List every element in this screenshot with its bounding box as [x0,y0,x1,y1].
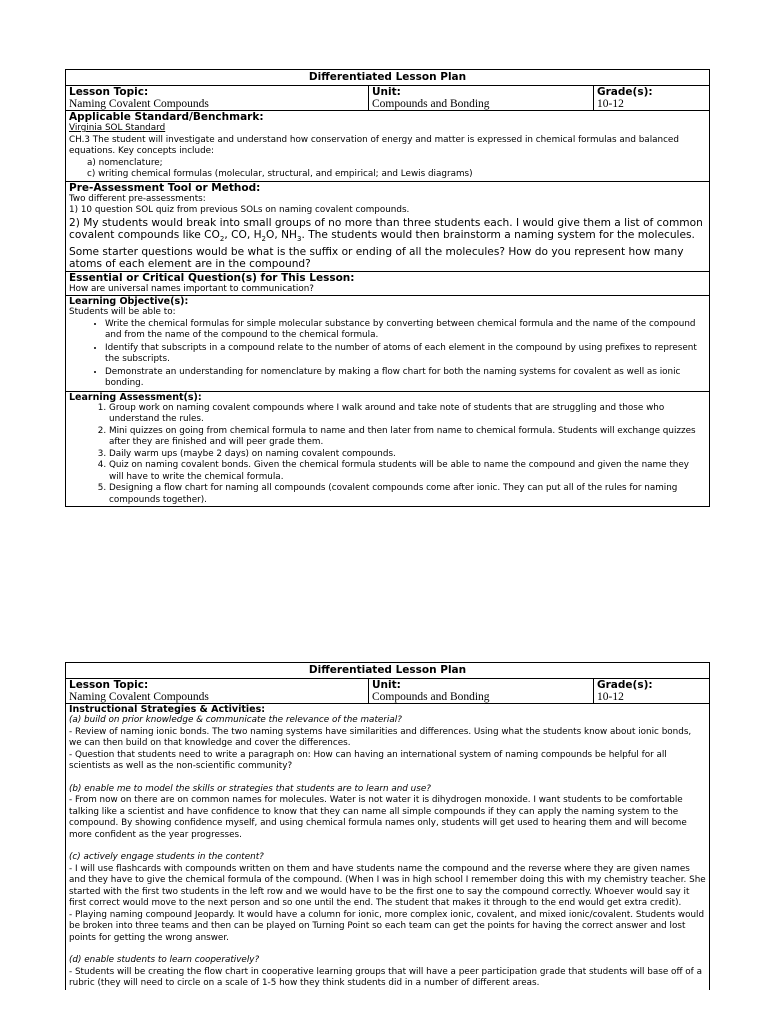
question-b-line-1: - From now on there are on common names for molecules. Water is not water it is dihydrogen monoxide. I want students to be comfortable talking like a scientist and have confidence to know that they can name all simple compounds if they can apply the naming system to the compound. By showing confidence myself, and using chemical formula names only, students will get used to hearing them and will become more confident as the year progresses. [69,795,687,840]
standard-link[interactable]: Virginia SOL Standard [69,123,166,133]
unit-label: Unit: [372,679,401,691]
question-a-line-1: - Review of naming ionic bonds. The two naming systems have similarities and differences. Using what the students know about ionic bonds, we can then build on that knowledge and cover the differences. [69,726,692,748]
standard-text: CH.3 The student will investigate and understand how conservation of energy and matter is expressed in chemical formulas and balanced equations. Key concepts include: [69,134,679,156]
grade-label: Grade(s): [597,86,653,98]
question-c-line-1: - I will use flashcards with compounds written on them and have students name the compound and the reverse where they are given names and they have to give the chemical formula of the compound. (When I was in high school I remember doing this with my chemistry teacher. She started with the first two students in the left row and we would have to be the first one to say the compound correctly. Whoever would say it first correct would move to the next person and so one until the end. The student that makes it through to the end would get extra credit). [69,863,706,908]
assessment-section [66,391,710,507]
grade-value: 10-12 [597,691,624,703]
question-c: (c) actively engage students in the content? [69,852,264,862]
topic-label: Lesson Topic: [69,86,149,98]
grade-value: 10-12 [597,98,624,110]
essential-question-label: Essential or Critical Question(s) for This Lesson: [69,271,355,284]
list-item: 5. Designing a flow chart for naming all compounds (covalent compounds come after ionic. They can put all of the rules for naming compounds together). [109,483,706,506]
lesson-plan-table [65,69,710,507]
unit-value: Compounds and Bonding [372,98,490,110]
list-item: 2. Mini quizzes on going from chemical formula to name and then later from name to chemical formula. Students will exchange quizzes after they are finished and will peer grade them. [109,426,706,449]
list-item: 1. Group work on naming covalent compounds where I walk around and take note of students that are struggling and those who understand the rules. [109,403,706,426]
objectives-label: Learning Objective(s): [69,296,189,308]
list-item: • Demonstrate an understanding for nomenclature by making a flow chart for both the naming systems for covalent as well as ionic bonding. [105,367,706,390]
essential-question-section [66,271,710,296]
pre-assessment-section [66,181,710,271]
list-item: • Write the chemical formulas for simple molecular substance by converting between chemical formula and the name of the compound and from the name of the compound to the chemical formula. [105,319,706,342]
grade-label: Grade(s): [597,679,653,691]
unit-cell [369,679,594,704]
pre-assessment-label: Pre-Assessment Tool or Method: [69,181,261,194]
strategies-section [66,704,710,990]
lesson-plan-page-2 [65,662,709,990]
question-a-line-2: - Question that students need to write a paragraph on: How can having an international system of naming compounds be helpful for all scientists as well as the non-scientific community? [69,749,667,771]
standard-section [66,111,710,182]
pre-assessment-item-1: 1) 10 question SOL quiz from previous SOLs on naming covalent compounds. [69,205,410,215]
topic-value: Naming Covalent Compounds [69,691,209,703]
question-d-line-1: - Students will be creating the flow chart in cooperative learning groups that will have a peer participation grade that students will base off of a rubric (they will need to circle on a scale of 1-5 how they think students did in a number of different areas. [69,966,702,988]
topic-cell [66,679,369,704]
question-b: (b) enable me to model the skills or strategies that students are to learn and use? [69,783,431,794]
assessment-list [69,403,706,507]
grade-cell [594,86,710,111]
assessment-label: Learning Assessment(s): [69,391,202,403]
question-c-line-2: - Playing naming compound Jeopardy. It would have a column for ionic, more complex ionic, covalent, and mixed ionic/covalent. Students would be broken into three teams and then can be played on Turning Point so each team can get the points for having the correct answer and lost points for getting the wrong answer. [69,909,705,943]
standard-label: Applicable Standard/Benchmark: [69,111,264,123]
topic-cell [66,86,369,111]
essential-question-text: How are universal names important to communication? [69,283,314,294]
unit-label: Unit: [372,86,401,98]
question-a: (a) build on prior knowledge & communicate the relevance of the material? [69,715,402,725]
list-item: 3. Daily warm ups (maybe 2 days) on naming covalent compounds. [109,449,706,461]
standard-item-c: c) writing chemical formulas (molecular, structural, and empirical; and Lewis diagrams) [87,169,473,179]
objectives-intro: Students will be able to: [69,307,176,318]
list-item: 4. Quiz on naming covalent bonds. Given the chemical formula students will be able to name the compound and given the name they will have to write the chemical formula. [109,460,706,483]
lesson-plan-page-1 [65,69,709,507]
unit-value: Compounds and Bonding [372,691,490,703]
question-d: (d) enable students to learn cooperatively? [69,955,260,965]
objectives-section [66,296,710,392]
pre-assessment-intro: Two different pre-assessments: [69,193,206,204]
standard-item-a: a) nomenclature; [87,157,163,168]
list-item: • Identify that subscripts in a compound relate to the number of atoms of each element in the compound by using prefixes to represent the subscripts. [105,343,706,366]
topic-label: Lesson Topic: [69,679,149,691]
lesson-plan-table-2 [65,662,710,990]
plan-title: Differentiated Lesson Plan [66,70,710,86]
grade-cell [594,679,710,704]
strategies-label: Instructional Strategies & Activities: [69,704,266,715]
topic-value: Naming Covalent Compounds [69,98,209,110]
objectives-list [69,319,706,390]
plan-title: Differentiated Lesson Plan [66,663,710,679]
unit-cell [369,86,594,111]
pre-assessment-item-2: 2) My students would break into small groups of no more than three students each. I would give them a list of common covalent compounds like $CO_2$, CO, $H_2O$, $NH_3$. The students would then brainstorm a naming system for the molecules. Some starter questions would be what is the suffix or ending of all the molecules? How do you represent how many atoms of each element are in the compound? [69,216,703,271]
